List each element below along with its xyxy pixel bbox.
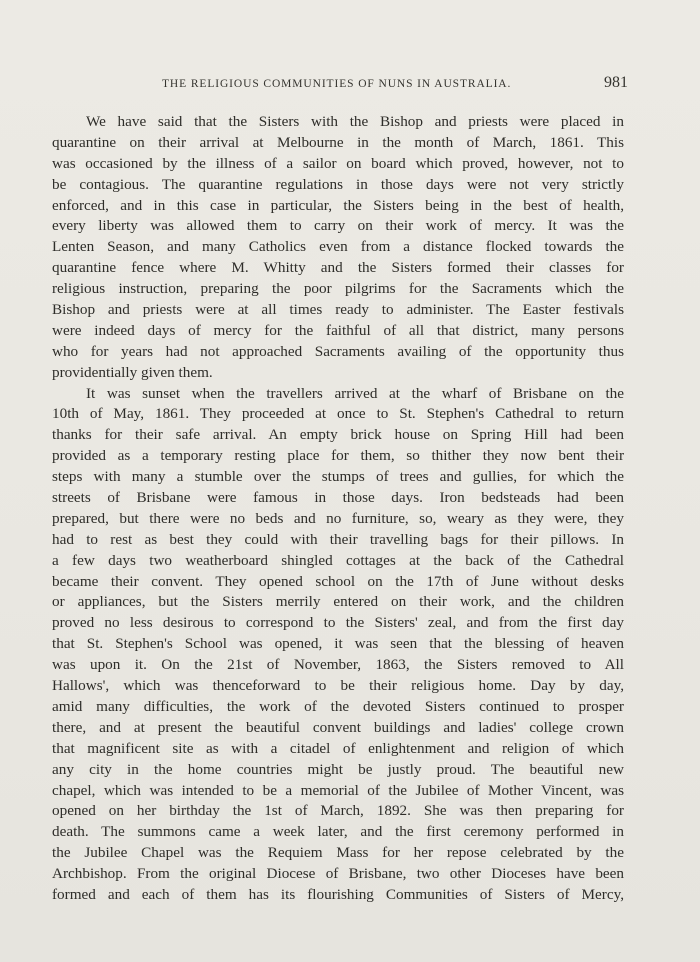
text-line: that St. Stephen's School was opened, it was seen that the blessing of heaven: [52, 635, 624, 653]
text-line: chapel, which was intended to be a memorial of the Jubilee of Mother Vincent, was: [52, 781, 624, 799]
text-line: It was sunset when the travellers arrived at the wharf of Brisbane on the: [86, 384, 624, 402]
text-line: there, and at present the beautiful convent buildings and ladies' college crown: [52, 718, 624, 736]
text-line: that magnificent site as with a citadel of enlightenment and religion of which: [52, 739, 624, 757]
body-text: [52, 112, 624, 906]
text-line: death. The summons came a week later, and the first ceremony performed in: [52, 823, 624, 841]
text-line: thanks for their safe arrival. An empty brick house on Spring Hill had been: [52, 426, 624, 444]
text-line: streets of Brisbane were famous in those days. Iron bedsteads had been: [52, 489, 624, 507]
text-line: quarantine on their arrival at Melbourne in the month of March, 1861. This: [52, 133, 624, 151]
text-line: religious instruction, preparing the poor pilgrims for the Sacraments which the: [52, 280, 624, 298]
running-head: [58, 74, 628, 96]
text-line: were indeed days of mercy for the faithful of all that district, many persons: [52, 321, 624, 339]
text-line: a few days two weatherboard shingled cottages at the back of the Cathedral: [52, 551, 624, 569]
text-line: Lenten Season, and many Catholics even from a distance flocked towards the: [52, 238, 624, 256]
text-line: quarantine fence where M. Whitty and the Sisters formed their classes for: [52, 259, 624, 277]
text-line: Bishop and priests were at all times ready to administer. The Easter festivals: [52, 301, 624, 319]
page-number: 981: [604, 74, 628, 91]
paragraph: [52, 384, 624, 906]
text-line: every liberty was allowed them to carry on their work of mercy. It was the: [52, 217, 624, 235]
text-line: be contagious. The quarantine regulations in those days were not very strictly: [52, 175, 624, 193]
text-line: any city in the home countries might be justly proud. The beautiful new: [52, 760, 624, 778]
text-line: opened on her birthday the 1st of March, 1892. She was then preparing for: [52, 802, 624, 820]
text-line: who for years had not approached Sacraments availing of the opportunity thus: [52, 342, 624, 360]
text-line: became their convent. They opened school on the 17th of June without desks: [52, 572, 624, 590]
text-line: proved no less desirous to correspond to the Sisters' zeal, and from the first day: [52, 614, 624, 632]
text-line: Archbishop. From the original Diocese of Brisbane, two other Dioceses have been: [52, 865, 624, 883]
text-line: was occasioned by the illness of a sailor on board which proved, however, not to: [52, 154, 624, 172]
text-line: steps with many a stumble over the stumps of trees and gullies, for which the: [52, 468, 624, 486]
text-line: enforced, and in this case in particular, the Sisters being in the best of health,: [52, 196, 624, 214]
text-line: provided as a temporary resting place for them, so thither they now bent their: [52, 447, 624, 465]
text-line: amid many difficulties, the work of the devoted Sisters continued to prosper: [52, 697, 624, 715]
text-line: formed and each of them has its flourishing Communities of Sisters of Mercy,: [52, 885, 624, 903]
running-head-title: THE RELIGIOUS COMMUNITIES OF NUNS IN AUSTRALIA.: [162, 78, 512, 90]
text-line: or appliances, but the Sisters merrily entered on their work, and the children: [52, 593, 624, 611]
text-line: providentially given them.: [52, 363, 213, 381]
text-line: had to rest as best they could with their travelling bags for their pillows. In: [52, 530, 624, 548]
paragraph: [52, 112, 624, 384]
text-line: the Jubilee Chapel was the Requiem Mass for her repose celebrated by the: [52, 844, 624, 862]
text-line: Hallows', which was thenceforward to be their religious home. Day by day,: [52, 677, 624, 695]
text-line: was upon it. On the 21st of November, 1863, the Sisters removed to All: [52, 656, 624, 674]
text-line: We have said that the Sisters with the Bishop and priests were placed in: [86, 113, 624, 130]
text-line: 10th of May, 1861. They proceeded at once to St. Stephen's Cathedral to return: [52, 405, 624, 423]
text-line: prepared, but there were no beds and no furniture, so, weary as they were, they: [52, 509, 624, 527]
